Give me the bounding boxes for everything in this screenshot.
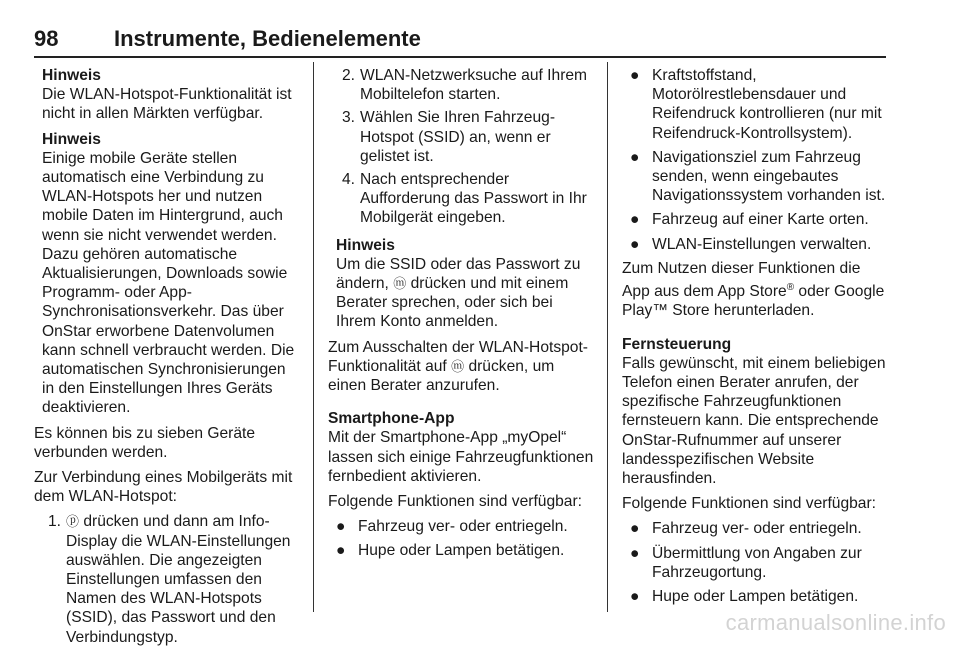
onstar-wifi-icon: ⓟ [66,514,80,530]
column-2 [328,66,594,566]
list-item: ● Fahrzeug auf einer Karte orten. [630,211,869,229]
paragraph-connect-intro: Zur Verbindung eines Mobilgeräts mit dem WLAN-Hotspot: [34,469,293,506]
note-change-ssid [328,236,594,332]
paragraph-remote-intro: Falls gewünscht, mit einem beliebigen Telefon einen Berater anrufen, der spezifische Fahrzeugfunktionen fernsteuern kann. Die entsprechende OnStar-Rufnummer auf unserer landesspezifischen Website herausfinden. [622,354,886,488]
paragraph-hotspot-off: Zum Ausschalten der WLAN-Hotspot-Funktionalität auf ⓜ drücken, um einen Berater anzurufen. [328,338,588,395]
bullet-icon: ● [630,235,640,253]
bullet-list-app [328,517,594,560]
bullet-icon: ● [630,544,640,562]
step-2 [328,66,594,104]
note-title: Hinweis [42,130,101,148]
list-item: ● Fahrzeug ver- oder entriegeln. [630,520,862,538]
column-1 [34,66,300,651]
list-item: ● Kraftstoffstand, Motorölrestlebensdauer und Reifendruck kontrollieren (nur mit Reifendruck-Kontrollsystem). [630,67,882,142]
bullet-icon: ● [336,542,346,560]
onstar-service-icon: ⓜ [451,358,465,374]
bullet-list-remote [622,519,888,606]
note-mobile-data [34,130,300,418]
paragraph-functions-intro: Folgende Funktionen sind verfügbar: [622,495,876,513]
list-item: ● Hupe oder Lampen betätigen. [630,588,859,606]
list-item: ● Navigationsziel zum Fahrzeug senden, wenn eingebautes Navigationssystem vorhanden ist. [630,148,886,205]
list-item: ● Hupe oder Lampen betätigen. [336,542,565,560]
column-3 [622,66,888,611]
list-item: ● WLAN-Einstellungen verwalten. [630,235,872,253]
bullet-icon: ● [630,588,640,606]
step-number: 3. [341,109,355,127]
note-text: Einige mobile Geräte stellen automatisch eine Verbindung zu WLAN-Hotspots her und nutzen mobile Daten im Hintergrund, auch wenn sie nicht verwendet werden. Dazu gehören automatische Aktualisierungen, Downloads sowie Programm- oder App-Synchronisationsverkehr. Das über OnStar erworbene Datenvolumen kann schnell verbraucht werden. Die automatischen Synchronisierungen in den Einstellungen Ihres Geräts deaktivieren. [42,149,295,417]
page-header [34,26,886,56]
note-title: Hinweis [42,67,101,84]
watermark: carmanualsonline.info [725,610,946,635]
bullet-icon: ● [630,67,640,84]
list-item: ● Übermittlung von Angaben zur Fahrzeugortung. [630,544,862,581]
paragraph-functions-intro: Folgende Funktionen sind verfügbar: [328,493,582,511]
list-item: ● Fahrzeug ver- oder entriegeln. [336,518,568,536]
bullet-icon: ● [630,211,640,229]
bullet-list-app-more [622,66,888,254]
paragraph-app-intro: Mit der Smartphone-App „myOpel“ lassen sich einige Fahrzeugfunktionen fernbedient aktivieren. [328,429,594,485]
step-number: 4. [341,171,355,189]
page-title: Instrumente, Bedienelemente [114,26,421,51]
step-3 [328,108,594,166]
step-text: WLAN-Netzwerksuche auf Ihrem Mobiltelefon starten. [360,67,588,104]
bullet-icon: ● [630,148,640,166]
step-text: Wählen Sie Ihren Fahrzeug-Hotspot (SSID) an, wenn er gelistet ist. [360,109,556,165]
step-number: 1. [47,513,61,531]
note-text: Die WLAN-Hotspot-Funktionalität ist nicht in allen Märkten verfügbar. [42,86,292,123]
onstar-service-icon: ⓜ [393,276,407,292]
step-number: 2. [341,67,355,84]
section-title-remote: Fernsteuerung [622,335,732,353]
paragraph-device-limit: Es können bis zu sieben Geräte verbunden werden. [34,424,256,461]
step-1 [34,512,300,646]
step-text: ⓟ drücken und dann am Info-Display die WLAN-Einstellungen auswählen. Die angezeigten Einstellungen umfassen den Namen des WLAN-Hotspots (SSID), das Passwort und den Verbindungstyp. [66,513,291,646]
column-divider-2 [607,62,608,612]
step-4 [328,170,594,228]
paragraph-app-download: Zum Nutzen dieser Funktionen die App aus dem App Store® oder Google Play™ Store herunterladen. [622,259,885,320]
note-availability [34,66,300,124]
column-divider-1 [313,62,314,612]
header-rule [34,56,886,58]
note-title: Hinweis [336,236,395,254]
bullet-icon: ● [630,520,640,538]
bullet-icon: ● [336,518,346,536]
step-text: Nach entsprechender Aufforderung das Passwort in Ihr Mobilgerät eingeben. [360,171,587,227]
page-number: 98 [34,26,59,51]
note-text: Um die SSID oder das Passwort zu ändern, ⓜ drücken und mit einem Berater sprechen, oder sich bei Ihrem Konto anmelden. [336,255,581,331]
section-title-smartphone-app: Smartphone-App [328,410,455,428]
